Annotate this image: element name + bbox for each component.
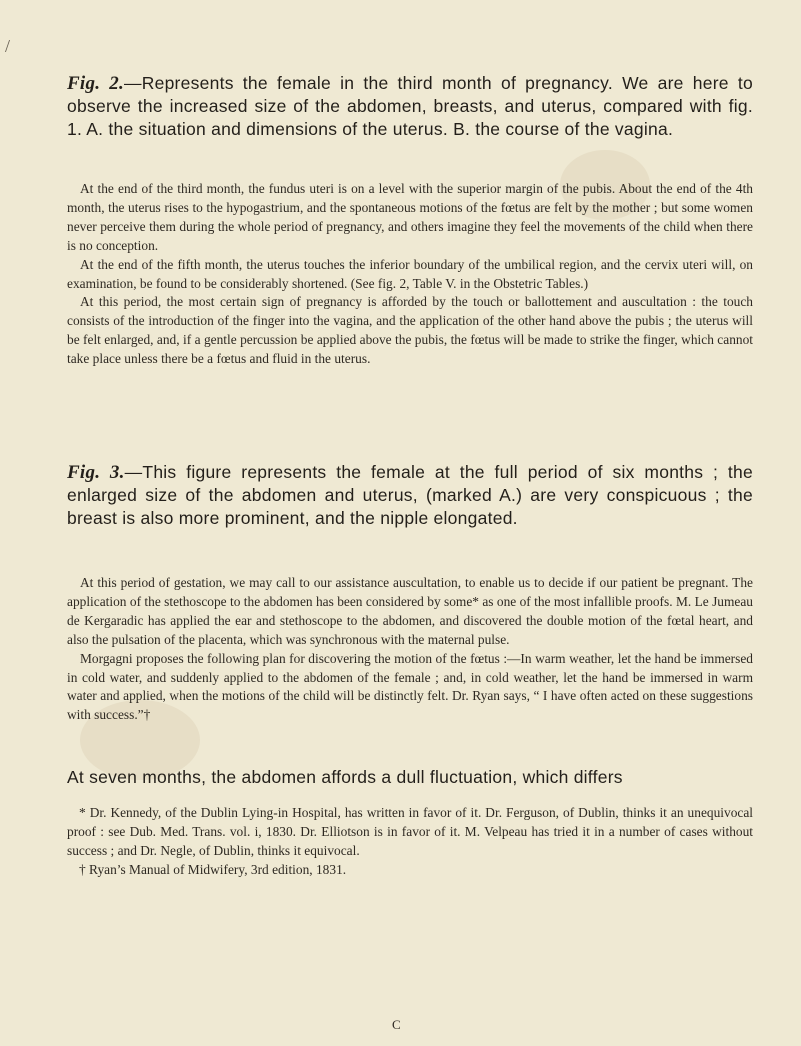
paragraph: At this period, the most certain sign of pregnancy is afforded by the touch or ballottement and auscultation : the touch consists of the introduction of the finger into the vagina, and the application of the other hand above the pubis ; the uterus will be felt enlarged, and, if a gentle percussion be applied above the pubis, the fœtus will be made to strike the finger, which cannot take place unless there be a fœtus and fluid in the uterus. <box>67 294 753 367</box>
seven-months-line: At seven months, the abdomen affords a dull fluctuation, which differs <box>67 767 623 787</box>
paragraph: At the end of the fifth month, the uterus touches the inferior boundary of the umbilical region, and the cervix uteri will, on examination, be found to be considerably shortened. (See fig. 2, Table V. in the Obstetric Tables.) <box>67 256 753 291</box>
paragraph: Morgagni proposes the following plan for discovering the motion of the fœtus :—In warm weather, let the hand be immersed in cold water, and suddenly applied to the abdomen of the female ; and, in cold weather, let the hand be immersed in warm water and applied, when the motions of the child will be distinctly felt. Dr. Ryan says, “ I have often acted on these suggestions with success.”† <box>67 650 753 723</box>
fig3-label: Fig. <box>67 462 101 483</box>
fig2-text: —Represents the female in the third month of pregnancy. We are here to observe the increased size of the abdomen, breasts, and uterus, compared with fig. 1. A. the situation and dimensions of the uterus. B. the course of the vagina. <box>67 73 753 139</box>
fig3-caption-block <box>67 461 753 530</box>
footnotes <box>67 804 753 880</box>
margin-mark: / <box>5 36 11 56</box>
section-one <box>67 180 753 369</box>
fig2-label: Fig. <box>67 73 101 94</box>
paragraph: At the end of the third month, the fundus uteri is on a level with the superior margin of the pubis. About the end of the 4th month, the uterus rises to the hypogastrium, and the spontaneous motions of the fœtus are felt by the mother ; but some women never perceive them during the whole period of pregnancy, and others imagine they feel the movements of the child when there is no conception. <box>67 181 753 253</box>
section-two <box>67 574 753 725</box>
signature-mark: C <box>392 1017 401 1032</box>
fig3-number: 3. <box>100 462 125 483</box>
footnote: † Ryan’s Manual of Midwifery, 3rd edition, 1831. <box>79 861 347 877</box>
fig3-text: —This figure represents the female at the full period of six months ; the enlarged size of the abdomen and uterus, (marked A.) are very conspicuous ; the breast is also more prominent, and the nipple elongated. <box>67 462 754 528</box>
footnote: * Dr. Kennedy, of the Dublin Lying-in Hospital, has written in favor of it. Dr. Ferguson, of Dublin, thinks it an unequivocal proof : see Dub. Med. Trans. vol. i, 1830. Dr. Elliotson is in favor of it. M. Velpeau has tried it in a number of cases without success ; and Dr. Negle, of Dublin, thinks it equivocal. <box>67 805 753 858</box>
fig2-caption-block <box>67 72 753 141</box>
fig3-caption <box>67 461 753 530</box>
fig2-number: 2. <box>100 73 124 94</box>
paragraph: At this period of gestation, we may call to our assistance auscultation, to enable us to decide if our patient be pregnant. The application of the stethoscope to the abdomen has been considered by some* as one of the most infallible proofs. M. Le Jumeau de Kergaradic has applied the ear and stethoscope to the abdomen, and discovered the double motion of the fœtal heart, and also the pulsation of the placenta, which was synchronous with the maternal pulse. <box>67 575 753 647</box>
fig2-caption <box>67 72 753 141</box>
seven-months-line-block <box>67 766 753 789</box>
